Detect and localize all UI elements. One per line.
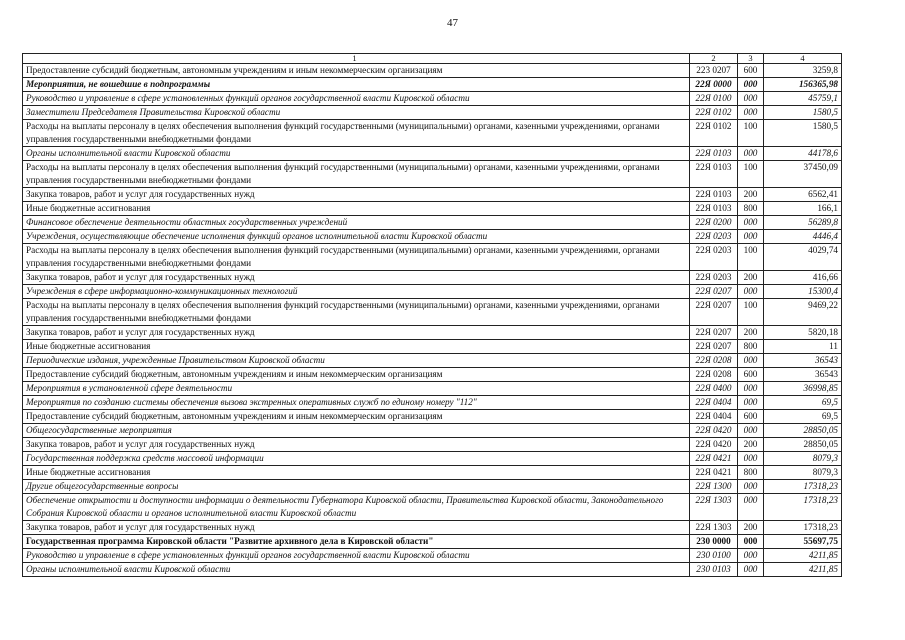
table-row bbox=[23, 452, 842, 466]
row-name-cell: Иные бюджетные ассигнования bbox=[23, 466, 690, 480]
row-amount-cell: 28850,05 bbox=[764, 424, 842, 438]
table-row bbox=[23, 202, 842, 216]
row-expense-type-cell: 000 bbox=[738, 354, 764, 368]
row-code-cell: 22Я 0208 bbox=[690, 368, 738, 382]
row-amount-cell: 5820,18 bbox=[764, 326, 842, 340]
row-name-cell: Расходы на выплаты персоналу в целях обеспечения выполнения функций государственными (муниципальными) органами, казенными учреждениями, органами управления государственными внебюджетными фондами bbox=[23, 244, 690, 271]
row-name-cell: Мероприятия в установленной сфере деятельности bbox=[23, 382, 690, 396]
row-expense-type-cell: 000 bbox=[738, 106, 764, 120]
row-code-cell: 22Я 0207 bbox=[690, 326, 738, 340]
row-amount-cell: 17318,23 bbox=[764, 521, 842, 535]
row-code-cell: 22Я 0207 bbox=[690, 285, 738, 299]
row-name-cell: Учреждения в сфере информационно-коммуникационных технологий bbox=[23, 285, 690, 299]
table-row bbox=[23, 354, 842, 368]
header-col-4: 4 bbox=[764, 54, 842, 64]
row-code-cell: 22Я 0203 bbox=[690, 244, 738, 271]
row-code-cell: 22Я 0207 bbox=[690, 340, 738, 354]
row-name-cell: Финансовое обеспечение деятельности областных государственных учреждений bbox=[23, 216, 690, 230]
table-row bbox=[23, 92, 842, 106]
table-row bbox=[23, 382, 842, 396]
row-code-cell: 22Я 0208 bbox=[690, 354, 738, 368]
row-amount-cell: 3259,8 bbox=[764, 64, 842, 78]
table-row bbox=[23, 271, 842, 285]
header-col-3: 3 bbox=[738, 54, 764, 64]
table-row bbox=[23, 494, 842, 521]
row-code-cell: 22Я 0421 bbox=[690, 452, 738, 466]
row-code-cell: 22Я 1300 bbox=[690, 480, 738, 494]
row-name-cell: Закупка товаров, работ и услуг для государственных нужд bbox=[23, 271, 690, 285]
row-code-cell: 22Я 0200 bbox=[690, 216, 738, 230]
row-amount-cell: 36998,85 bbox=[764, 382, 842, 396]
row-name-cell: Расходы на выплаты персоналу в целях обеспечения выполнения функций государственными (муниципальными) органами, казенными учреждениями, органами управления государственными внебюджетными фондами bbox=[23, 120, 690, 147]
row-expense-type-cell: 800 bbox=[738, 202, 764, 216]
row-expense-type-cell: 600 bbox=[738, 64, 764, 78]
table-row bbox=[23, 244, 842, 271]
table-row bbox=[23, 326, 842, 340]
row-code-cell: 22Я 0203 bbox=[690, 271, 738, 285]
row-name-cell: Руководство и управление в сфере установленных функций органов государственной власти Кировской области bbox=[23, 92, 690, 106]
row-amount-cell: 4211,85 bbox=[764, 563, 842, 577]
row-expense-type-cell: 000 bbox=[738, 382, 764, 396]
row-name-cell: Органы исполнительной власти Кировской области bbox=[23, 563, 690, 577]
table-row bbox=[23, 410, 842, 424]
row-code-cell: 22Я 0103 bbox=[690, 147, 738, 161]
row-expense-type-cell: 800 bbox=[738, 466, 764, 480]
row-code-cell: 22Я 0207 bbox=[690, 299, 738, 326]
row-name-cell: Расходы на выплаты персоналу в целях обеспечения выполнения функций государственными (муниципальными) органами, казенными учреждениями, органами управления государственными внебюджетными фондами bbox=[23, 299, 690, 326]
row-code-cell: 22Я 0000 bbox=[690, 78, 738, 92]
row-expense-type-cell: 200 bbox=[738, 438, 764, 452]
row-code-cell: 223 0207 bbox=[690, 64, 738, 78]
budget-table bbox=[22, 53, 842, 577]
row-name-cell: Государственная программа Кировской области "Развитие архивного дела в Кировской области" bbox=[23, 535, 690, 549]
row-name-cell: Предоставление субсидий бюджетным, автономным учреждениям и иным некоммерческим организациям bbox=[23, 410, 690, 424]
table-row bbox=[23, 120, 842, 147]
row-expense-type-cell: 000 bbox=[738, 549, 764, 563]
row-expense-type-cell: 800 bbox=[738, 340, 764, 354]
row-code-cell: 22Я 0404 bbox=[690, 410, 738, 424]
table-row bbox=[23, 299, 842, 326]
row-expense-type-cell: 000 bbox=[738, 494, 764, 521]
row-code-cell: 22Я 1303 bbox=[690, 521, 738, 535]
row-expense-type-cell: 000 bbox=[738, 285, 764, 299]
row-amount-cell: 156365,98 bbox=[764, 78, 842, 92]
row-code-cell: 22Я 0103 bbox=[690, 202, 738, 216]
table-row bbox=[23, 340, 842, 354]
table-row bbox=[23, 396, 842, 410]
table-row bbox=[23, 161, 842, 188]
row-expense-type-cell: 000 bbox=[738, 92, 764, 106]
table-row bbox=[23, 188, 842, 202]
row-expense-type-cell: 000 bbox=[738, 452, 764, 466]
table-row bbox=[23, 535, 842, 549]
row-expense-type-cell: 200 bbox=[738, 188, 764, 202]
row-amount-cell: 4029,74 bbox=[764, 244, 842, 271]
row-code-cell: 230 0100 bbox=[690, 549, 738, 563]
row-amount-cell: 8079,3 bbox=[764, 452, 842, 466]
table-row bbox=[23, 368, 842, 382]
row-code-cell: 22Я 0102 bbox=[690, 120, 738, 147]
table-row bbox=[23, 78, 842, 92]
row-expense-type-cell: 100 bbox=[738, 299, 764, 326]
row-code-cell: 22Я 0404 bbox=[690, 396, 738, 410]
row-amount-cell: 17318,23 bbox=[764, 480, 842, 494]
row-expense-type-cell: 000 bbox=[738, 480, 764, 494]
row-name-cell: Предоставление субсидий бюджетным, автономным учреждениям и иным некоммерческим организациям bbox=[23, 64, 690, 78]
row-name-cell: Иные бюджетные ассигнования bbox=[23, 340, 690, 354]
table-row bbox=[23, 549, 842, 563]
row-amount-cell: 8079,3 bbox=[764, 466, 842, 480]
row-amount-cell: 36543 bbox=[764, 354, 842, 368]
row-name-cell: Мероприятия, не вошедшие в подпрограммы bbox=[23, 78, 690, 92]
row-amount-cell: 1580,5 bbox=[764, 120, 842, 147]
row-code-cell: 22Я 0400 bbox=[690, 382, 738, 396]
row-name-cell: Учреждения, осуществляющие обеспечение исполнения функций органов исполнительной власти Кировской области bbox=[23, 230, 690, 244]
row-amount-cell: 69,5 bbox=[764, 396, 842, 410]
row-code-cell: 22Я 0102 bbox=[690, 106, 738, 120]
table-row bbox=[23, 216, 842, 230]
header-col-2: 2 bbox=[690, 54, 738, 64]
row-expense-type-cell: 000 bbox=[738, 563, 764, 577]
table-row bbox=[23, 106, 842, 120]
row-name-cell: Закупка товаров, работ и услуг для государственных нужд bbox=[23, 188, 690, 202]
row-code-cell: 22Я 0203 bbox=[690, 230, 738, 244]
table-row bbox=[23, 147, 842, 161]
table-row bbox=[23, 480, 842, 494]
row-name-cell: Закупка товаров, работ и услуг для государственных нужд bbox=[23, 438, 690, 452]
row-expense-type-cell: 200 bbox=[738, 271, 764, 285]
row-amount-cell: 37450,09 bbox=[764, 161, 842, 188]
row-name-cell: Обеспечение открытости и доступности информации о деятельности Губернатора Кировской области, Правительства Кировской области, Законодательного Собрания Кировской области и органов исполнительной власти Кировской области bbox=[23, 494, 690, 521]
row-expense-type-cell: 600 bbox=[738, 410, 764, 424]
row-amount-cell: 55697,75 bbox=[764, 535, 842, 549]
table-row bbox=[23, 466, 842, 480]
row-expense-type-cell: 000 bbox=[738, 535, 764, 549]
row-expense-type-cell: 200 bbox=[738, 326, 764, 340]
table-row bbox=[23, 285, 842, 299]
row-name-cell: Другие общегосударственные вопросы bbox=[23, 480, 690, 494]
row-amount-cell: 28850,05 bbox=[764, 438, 842, 452]
row-amount-cell: 15300,4 bbox=[764, 285, 842, 299]
row-name-cell: Общегосударственные мероприятия bbox=[23, 424, 690, 438]
table-row bbox=[23, 64, 842, 78]
row-code-cell: 22Я 0100 bbox=[690, 92, 738, 106]
row-name-cell: Расходы на выплаты персоналу в целях обеспечения выполнения функций государственными (муниципальными) органами, казенными учреждениями, органами управления государственными внебюджетными фондами bbox=[23, 161, 690, 188]
page-number: 47 bbox=[447, 17, 458, 29]
table-row bbox=[23, 424, 842, 438]
row-name-cell: Закупка товаров, работ и услуг для государственных нужд bbox=[23, 521, 690, 535]
table-header-row bbox=[23, 54, 842, 64]
row-name-cell: Закупка товаров, работ и услуг для государственных нужд bbox=[23, 326, 690, 340]
row-expense-type-cell: 000 bbox=[738, 216, 764, 230]
row-amount-cell: 166,1 bbox=[764, 202, 842, 216]
row-amount-cell: 45759,1 bbox=[764, 92, 842, 106]
row-code-cell: 22Я 0420 bbox=[690, 424, 738, 438]
row-amount-cell: 11 bbox=[764, 340, 842, 354]
row-name-cell: Органы исполнительной власти Кировской области bbox=[23, 147, 690, 161]
row-amount-cell: 6562,41 bbox=[764, 188, 842, 202]
row-name-cell: Государственная поддержка средств массовой информации bbox=[23, 452, 690, 466]
row-expense-type-cell: 100 bbox=[738, 244, 764, 271]
row-amount-cell: 1580,5 bbox=[764, 106, 842, 120]
row-code-cell: 22Я 0103 bbox=[690, 161, 738, 188]
row-name-cell: Иные бюджетные ассигнования bbox=[23, 202, 690, 216]
row-amount-cell: 4211,85 bbox=[764, 549, 842, 563]
table-row bbox=[23, 230, 842, 244]
row-code-cell: 230 0103 bbox=[690, 563, 738, 577]
table-row bbox=[23, 563, 842, 577]
row-name-cell: Заместители Председателя Правительства Кировской области bbox=[23, 106, 690, 120]
row-name-cell: Руководство и управление в сфере установленных функций органов государственной власти Кировской области bbox=[23, 549, 690, 563]
row-amount-cell: 69,5 bbox=[764, 410, 842, 424]
row-name-cell: Периодические издания, учрежденные Правительством Кировской области bbox=[23, 354, 690, 368]
row-code-cell: 22Я 0103 bbox=[690, 188, 738, 202]
row-code-cell: 22Я 0421 bbox=[690, 466, 738, 480]
row-expense-type-cell: 000 bbox=[738, 396, 764, 410]
row-name-cell: Мероприятия по созданию системы обеспечения вызова экстренных оперативных служб по единому номеру "112" bbox=[23, 396, 690, 410]
row-expense-type-cell: 600 bbox=[738, 368, 764, 382]
row-expense-type-cell: 000 bbox=[738, 230, 764, 244]
row-amount-cell: 17318,23 bbox=[764, 494, 842, 521]
row-code-cell: 230 0000 bbox=[690, 535, 738, 549]
row-expense-type-cell: 000 bbox=[738, 424, 764, 438]
row-code-cell: 22Я 0420 bbox=[690, 438, 738, 452]
row-amount-cell: 44178,6 bbox=[764, 147, 842, 161]
row-amount-cell: 56289,8 bbox=[764, 216, 842, 230]
row-expense-type-cell: 000 bbox=[738, 147, 764, 161]
header-col-1: 1 bbox=[23, 54, 690, 64]
row-expense-type-cell: 000 bbox=[738, 78, 764, 92]
row-amount-cell: 416,66 bbox=[764, 271, 842, 285]
row-amount-cell: 4446,4 bbox=[764, 230, 842, 244]
row-expense-type-cell: 100 bbox=[738, 120, 764, 147]
row-amount-cell: 36543 bbox=[764, 368, 842, 382]
table-row bbox=[23, 521, 842, 535]
table-row bbox=[23, 438, 842, 452]
row-expense-type-cell: 100 bbox=[738, 161, 764, 188]
row-name-cell: Предоставление субсидий бюджетным, автономным учреждениям и иным некоммерческим организациям bbox=[23, 368, 690, 382]
row-expense-type-cell: 200 bbox=[738, 521, 764, 535]
row-code-cell: 22Я 1303 bbox=[690, 494, 738, 521]
row-amount-cell: 9469,22 bbox=[764, 299, 842, 326]
